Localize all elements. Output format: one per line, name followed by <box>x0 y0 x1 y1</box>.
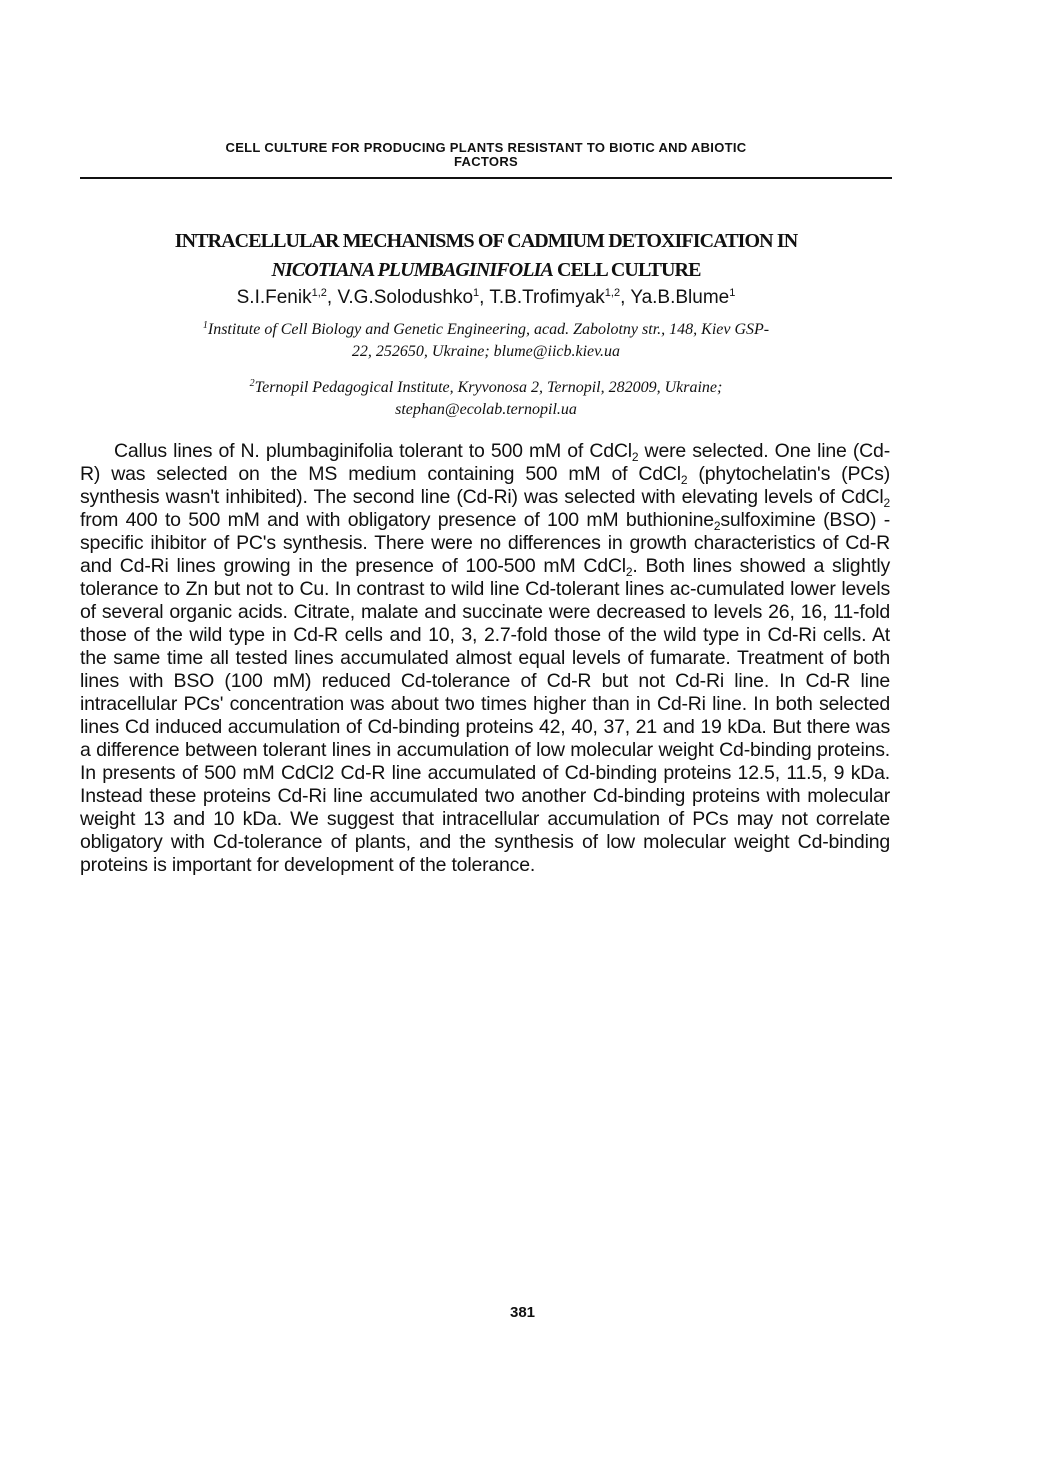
author-affiliation-mark: 1 <box>729 287 736 299</box>
affiliation-text: Ternopil Pedagogical Institute, Kryvonosa 2, Ternopil, 282009, Ukraine; <box>254 379 723 396</box>
author-affiliation-mark: 1 <box>473 287 480 299</box>
affiliation-mark: 1 <box>202 320 208 331</box>
affiliation-2-line-1 <box>80 377 892 399</box>
article-title-line-2 <box>80 258 892 282</box>
article-title-line-1: INTRACELLULAR MECHANISMS OF CADMIUM DETOXIFICATION IN <box>174 230 798 252</box>
subscript: 2 <box>883 496 890 510</box>
subscript: 2 <box>625 565 633 579</box>
affiliation-1-line-1 <box>80 319 892 341</box>
subscript: 2 <box>680 473 688 487</box>
author-separator: , <box>326 287 338 308</box>
abstract-text: sulfoximine (BSO) - specific ihibitor of PC's synthesis. There were no differences in growth characteristics of Cd-R and Cd-Ri lines growing in the presence of 100-500 mM CdCl <box>80 509 890 577</box>
page-number: 381 <box>509 1304 536 1321</box>
author-name: V.G.Solodushko <box>337 287 474 308</box>
author-affiliation-mark: 1,2 <box>311 287 327 299</box>
title-species-name: NICOTIANA PLUMBAGINIFOLIA <box>271 259 553 281</box>
running-header-line-1: CELL CULTURE FOR PRODUCING PLANTS RESISTANT TO BIOTIC AND ABIOTIC <box>225 140 747 155</box>
header-rule <box>80 177 892 179</box>
abstract-paragraph <box>80 440 890 877</box>
abstract-text: . Both lines showed a slightly tolerance to Zn but not to Cu. In contrast to wild line Cd-tolerant lines ac-cumulated lower levels of several organic acids. Citrate, malate and succinate were decreased to levels 26, 16, 11-fold those of the wild type in Cd-R cells and 10, 3, 2.7-fold those of the wild type in Cd-Ri cells. At the same time all tested lines accumulated almost equal levels of fumarate. Treatment of both lines with BSO (100 mM) reduced Cd-tolerance of Cd-R but not Cd-Ri line. In Cd-R line intracellular PCs' concentration was about two times higher than in Cd-Ri line. In both selected lines Cd induced accumulation of Cd-binding proteins 42, 40, 37, 21 and 19 kDa. But there was a difference between tolerant lines in accumulation of low molecular weight Cd-binding proteins. In presents of 500 mM CdCl2 Cd-R line accumulated of Cd-binding proteins 12.5, 11.5, 9 kDa. Instead these proteins Cd-Ri line accumulated two another Cd-binding proteins with molecular weight 13 and 10 kDa. We suggest that intracellular accumulation of PCs may not correlate obligatory with Cd-tolerance of plants, and the synthesis of low molecular weight Cd-binding proteins is important for development of the tolerance. <box>80 555 891 876</box>
abstract-text: Callus lines of N. plumbaginifolia tolerant to 500 mM of CdCl <box>114 440 632 462</box>
title-line-2-rest: CELL CULTURE <box>552 259 701 281</box>
author-affiliation-mark: 1,2 <box>604 287 621 299</box>
running-header <box>80 141 892 169</box>
affiliation-1-line-2: 22, 252650, Ukraine; blume@iicb.kiev.ua <box>351 343 621 360</box>
running-header-line-2: FACTORS <box>454 154 518 169</box>
author-separator: , <box>479 287 490 308</box>
affiliation-text: Institute of Cell Biology and Genetic Engineering, acad. Zabolotny str., 148, Kiev GSP- <box>207 321 770 338</box>
affiliation-2-line-2: stephan@ecolab.ternopil.ua <box>395 401 577 418</box>
abstract-text: (phytochelatin's (PCs) synthesis wasn't inhibited). The second line (Cd-Ri) was selected with elevating levels of CdCl <box>80 463 890 508</box>
subscript: 2 <box>631 450 639 464</box>
affiliation-mark: 2 <box>249 378 255 389</box>
affiliation-1 <box>80 319 892 363</box>
author-list <box>80 286 892 310</box>
abstract-text: were selected. One line (Cd-R) was selected on the MS medium containing 500 mM of CdCl <box>80 440 890 485</box>
author-name: T.B.Trofimyak <box>489 287 605 308</box>
subscript: 2 <box>713 519 721 533</box>
author-name: S.I.Fenik <box>236 287 312 308</box>
author-separator: , <box>620 287 631 308</box>
abstract-text: from 400 to 500 mM and with obligatory presence of 100 mM buthionine <box>80 509 714 531</box>
author-name: Ya.B.Blume <box>630 287 730 308</box>
affiliation-2 <box>80 377 892 421</box>
